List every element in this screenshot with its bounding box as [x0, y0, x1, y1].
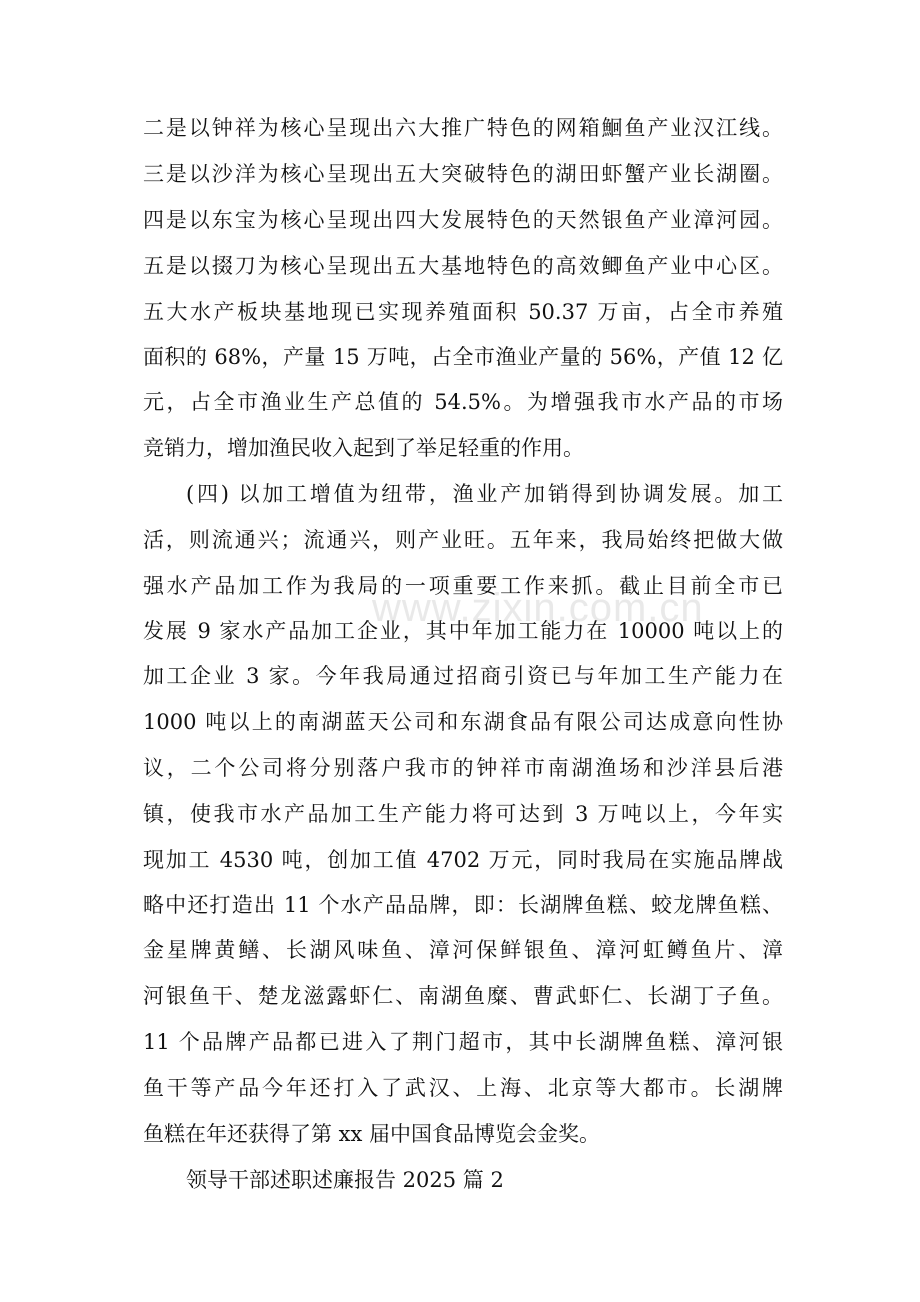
paragraph-line: 河银鱼干、楚龙滋露虾仁、南湖鱼糜、曹武虾仁、长湖丁子鱼。	[143, 984, 783, 1008]
paragraph-line: 三是以沙洋为核心呈现出五大突破特色的湖田虾蟹产业长湖圈。	[143, 162, 783, 186]
paragraph-line: 议，二个公司将分别落户我市的钟祥市南湖渔场和沙洋县后港	[143, 756, 783, 780]
paragraph-line: 四是以东宝为核心呈现出四大发展特色的天然银鱼产业漳河园。	[143, 208, 783, 232]
paragraph-line: 1000 吨以上的南湖蓝天公司和东湖食品有限公司达成意向性协	[143, 710, 783, 734]
paragraph-line: 发展 9 家水产品加工企业，其中年加工能力在 10000 吨以上的	[143, 619, 783, 643]
paragraph-line: 五大水产板块基地现已实现养殖面积 50.37 万亩，占全市养殖	[143, 300, 783, 324]
paragraph-line: 加工企业 3 家。今年我局通过招商引资已与年加工生产能力在	[143, 664, 783, 688]
paragraph-line: 元，占全市渔业生产总值的 54.5%。为增强我市水产品的市场	[143, 390, 783, 414]
watermark: www.zixin.com.cn	[372, 586, 704, 630]
paragraph-line: 略中还打造出 11 个水产品品牌，即：长湖牌鱼糕、蛟龙牌鱼糕、	[143, 893, 783, 917]
paragraph-line: 鱼干等产品今年还打入了武汉、上海、北京等大都市。长湖牌	[143, 1076, 783, 1100]
paragraph-line: 鱼糕在年还获得了第 xx 届中国食品博览会金奖。	[143, 1122, 601, 1146]
paragraph-line: 二是以钟祥为核心呈现出六大推广特色的网箱鮰鱼产业汉江线。	[143, 116, 783, 140]
paragraph-line: 金星牌黄鳝、长湖风味鱼、漳河保鲜银鱼、漳河虹鳟鱼片、漳	[143, 938, 783, 962]
section-heading: 领导干部述职述廉报告 2025 篇 2	[186, 1168, 504, 1192]
paragraph-line: 五是以掇刀为核心呈现出五大基地特色的高效鲫鱼产业中心区。	[143, 254, 783, 278]
paragraph-line: 现加工 4530 吨，创加工值 4702 万元，同时我局在实施品牌战	[143, 848, 783, 872]
paragraph-line: 11 个品牌产品都已进入了荆门超市，其中长湖牌鱼糕、漳河银	[143, 1030, 783, 1054]
paragraph-line: 面积的 68%，产量 15 万吨，占全市渔业产量的 56%，产值 12 亿	[143, 345, 783, 369]
paragraph-line: 镇，使我市水产品加工生产能力将可达到 3 万吨以上，今年实	[143, 802, 783, 826]
paragraph-line: (四) 以加工增值为纽带，渔业产加销得到协调发展。加工	[186, 482, 783, 506]
paragraph-line: 活，则流通兴；流通兴，则产业旺。五年来，我局始终把做大做	[143, 528, 783, 552]
paragraph-line: 竞销力，增加渔民收入起到了举足轻重的作用。	[143, 436, 584, 460]
paragraph-line: 强水产品加工作为我局的一项重要工作来抓。截止目前全市已	[143, 574, 783, 598]
